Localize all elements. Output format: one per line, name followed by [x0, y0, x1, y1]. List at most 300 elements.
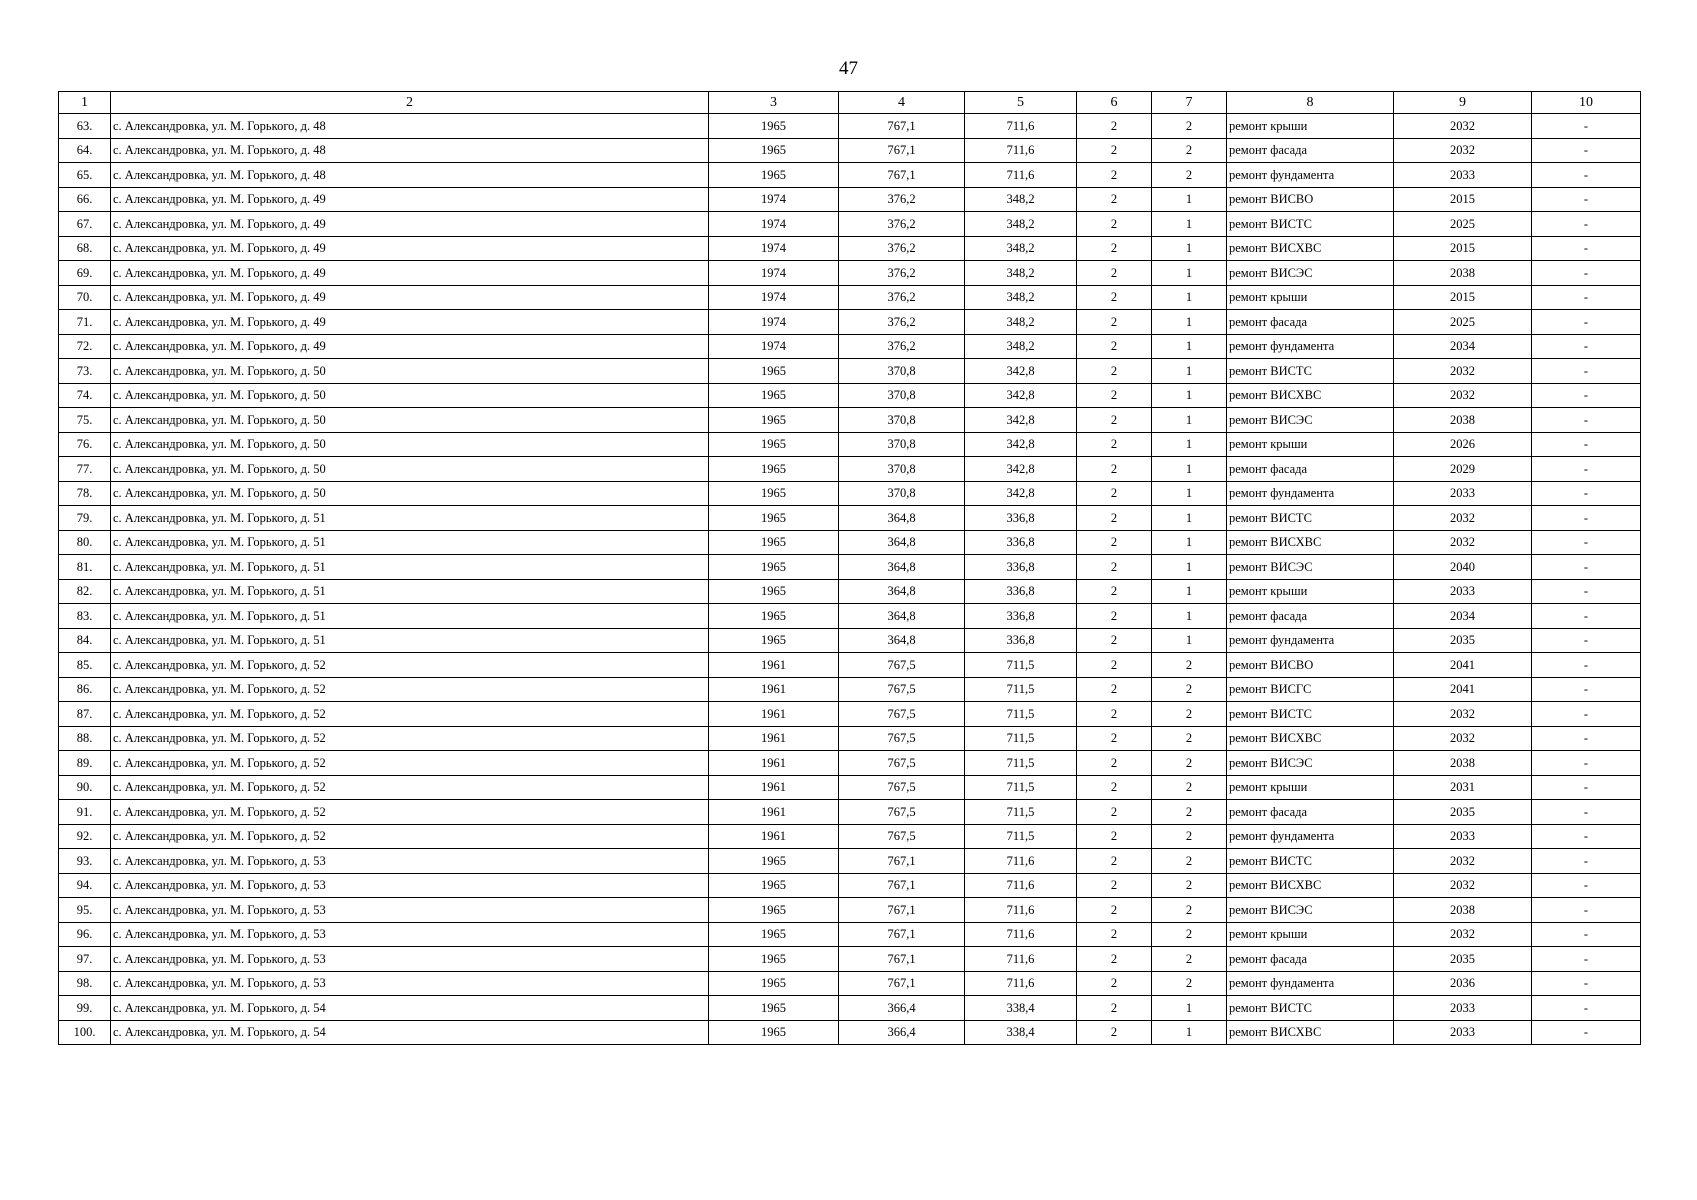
cell-residential-area: 342,8	[965, 457, 1077, 482]
cell-row-number: 93.	[59, 849, 111, 874]
cell-address: с. Александровка, ул. М. Горького, д. 51	[111, 628, 709, 653]
cell-total-area: 370,8	[839, 383, 965, 408]
cell-row-number: 95.	[59, 898, 111, 923]
cell-work-type: ремонт фасада	[1227, 800, 1394, 825]
cell-note: -	[1532, 604, 1641, 629]
cell-planned-year: 2032	[1394, 922, 1532, 947]
cell-planned-year: 2033	[1394, 163, 1532, 188]
table-row	[59, 628, 1641, 653]
cell-note: -	[1532, 726, 1641, 751]
cell-floors: 2	[1077, 555, 1152, 580]
cell-total-area: 376,2	[839, 334, 965, 359]
cell-total-area: 767,5	[839, 677, 965, 702]
cell-address: с. Александровка, ул. М. Горького, д. 53	[111, 873, 709, 898]
cell-floors: 2	[1077, 971, 1152, 996]
cell-work-type: ремонт ВИСХВС	[1227, 1020, 1394, 1045]
cell-address: с. Александровка, ул. М. Горького, д. 52	[111, 800, 709, 825]
cell-total-area: 370,8	[839, 432, 965, 457]
cell-planned-year: 2033	[1394, 996, 1532, 1021]
cell-total-area: 767,5	[839, 702, 965, 727]
cell-floors: 2	[1077, 187, 1152, 212]
cell-residential-area: 338,4	[965, 996, 1077, 1021]
cell-residential-area: 711,6	[965, 922, 1077, 947]
cell-floors: 2	[1077, 334, 1152, 359]
cell-work-type: ремонт крыши	[1227, 432, 1394, 457]
cell-planned-year: 2032	[1394, 506, 1532, 531]
cell-total-area: 376,2	[839, 236, 965, 261]
cell-total-area: 370,8	[839, 457, 965, 482]
cell-address: с. Александровка, ул. М. Горького, д. 49	[111, 212, 709, 237]
table-row	[59, 653, 1641, 678]
cell-floors: 2	[1077, 996, 1152, 1021]
cell-entrances: 1	[1152, 530, 1227, 555]
cell-note: -	[1532, 677, 1641, 702]
cell-work-type: ремонт ВИСТС	[1227, 996, 1394, 1021]
cell-row-number: 75.	[59, 408, 111, 433]
cell-row-number: 66.	[59, 187, 111, 212]
cell-residential-area: 711,5	[965, 726, 1077, 751]
cell-planned-year: 2032	[1394, 114, 1532, 139]
cell-floors: 2	[1077, 310, 1152, 335]
cell-note: -	[1532, 383, 1641, 408]
cell-build-year: 1961	[709, 751, 839, 776]
cell-work-type: ремонт ВИСХВС	[1227, 530, 1394, 555]
cell-entrances: 2	[1152, 751, 1227, 776]
cell-address: с. Александровка, ул. М. Горького, д. 49	[111, 334, 709, 359]
cell-total-area: 767,1	[839, 163, 965, 188]
cell-entrances: 1	[1152, 212, 1227, 237]
cell-build-year: 1965	[709, 555, 839, 580]
cell-build-year: 1965	[709, 408, 839, 433]
cell-residential-area: 342,8	[965, 481, 1077, 506]
cell-note: -	[1532, 971, 1641, 996]
cell-note: -	[1532, 947, 1641, 972]
table-row	[59, 873, 1641, 898]
cell-row-number: 92.	[59, 824, 111, 849]
cell-total-area: 376,2	[839, 187, 965, 212]
cell-build-year: 1965	[709, 506, 839, 531]
table-header	[59, 92, 1641, 114]
table-row	[59, 163, 1641, 188]
cell-build-year: 1961	[709, 800, 839, 825]
cell-residential-area: 338,4	[965, 1020, 1077, 1045]
cell-work-type: ремонт крыши	[1227, 285, 1394, 310]
cell-total-area: 364,8	[839, 530, 965, 555]
cell-planned-year: 2015	[1394, 236, 1532, 261]
cell-entrances: 2	[1152, 922, 1227, 947]
cell-entrances: 1	[1152, 604, 1227, 629]
cell-work-type: ремонт крыши	[1227, 114, 1394, 139]
cell-residential-area: 342,8	[965, 383, 1077, 408]
cell-note: -	[1532, 922, 1641, 947]
cell-planned-year: 2038	[1394, 751, 1532, 776]
cell-entrances: 2	[1152, 849, 1227, 874]
cell-build-year: 1974	[709, 261, 839, 286]
table-row	[59, 408, 1641, 433]
cell-planned-year: 2041	[1394, 677, 1532, 702]
cell-build-year: 1965	[709, 530, 839, 555]
cell-entrances: 1	[1152, 506, 1227, 531]
cell-row-number: 73.	[59, 359, 111, 384]
cell-row-number: 78.	[59, 481, 111, 506]
cell-build-year: 1974	[709, 334, 839, 359]
cell-work-type: ремонт ВИСХВС	[1227, 383, 1394, 408]
cell-address: с. Александровка, ул. М. Горького, д. 51	[111, 555, 709, 580]
cell-address: с. Александровка, ул. М. Горького, д. 51	[111, 506, 709, 531]
cell-row-number: 65.	[59, 163, 111, 188]
cell-note: -	[1532, 1020, 1641, 1045]
cell-residential-area: 336,8	[965, 579, 1077, 604]
cell-build-year: 1974	[709, 236, 839, 261]
cell-work-type: ремонт фундамента	[1227, 163, 1394, 188]
cell-planned-year: 2036	[1394, 971, 1532, 996]
cell-work-type: ремонт крыши	[1227, 922, 1394, 947]
cell-residential-area: 711,6	[965, 138, 1077, 163]
cell-planned-year: 2033	[1394, 481, 1532, 506]
cell-planned-year: 2035	[1394, 800, 1532, 825]
cell-floors: 2	[1077, 530, 1152, 555]
cell-row-number: 97.	[59, 947, 111, 972]
cell-floors: 2	[1077, 653, 1152, 678]
cell-row-number: 88.	[59, 726, 111, 751]
cell-work-type: ремонт ВИСТС	[1227, 359, 1394, 384]
cell-build-year: 1965	[709, 138, 839, 163]
cell-note: -	[1532, 873, 1641, 898]
cell-planned-year: 2040	[1394, 555, 1532, 580]
cell-entrances: 2	[1152, 947, 1227, 972]
cell-total-area: 767,5	[839, 751, 965, 776]
cell-note: -	[1532, 285, 1641, 310]
cell-work-type: ремонт ВИСТС	[1227, 849, 1394, 874]
cell-build-year: 1965	[709, 359, 839, 384]
cell-build-year: 1961	[709, 702, 839, 727]
cell-entrances: 2	[1152, 677, 1227, 702]
table-row	[59, 800, 1641, 825]
cell-floors: 2	[1077, 579, 1152, 604]
cell-address: с. Александровка, ул. М. Горького, д. 50	[111, 383, 709, 408]
cell-row-number: 72.	[59, 334, 111, 359]
cell-planned-year: 2032	[1394, 359, 1532, 384]
cell-floors: 2	[1077, 285, 1152, 310]
cell-work-type: ремонт ВИСХВС	[1227, 873, 1394, 898]
cell-entrances: 2	[1152, 824, 1227, 849]
cell-residential-area: 336,8	[965, 604, 1077, 629]
cell-build-year: 1961	[709, 726, 839, 751]
column-header-5: 5	[965, 92, 1077, 114]
cell-address: с. Александровка, ул. М. Горького, д. 53	[111, 849, 709, 874]
cell-build-year: 1974	[709, 285, 839, 310]
cell-build-year: 1965	[709, 163, 839, 188]
cell-work-type: ремонт ВИСХВС	[1227, 726, 1394, 751]
cell-note: -	[1532, 187, 1641, 212]
table-row	[59, 285, 1641, 310]
column-header-10: 10	[1532, 92, 1641, 114]
cell-total-area: 370,8	[839, 408, 965, 433]
table-row	[59, 947, 1641, 972]
cell-total-area: 767,1	[839, 873, 965, 898]
cell-residential-area: 348,2	[965, 310, 1077, 335]
cell-residential-area: 711,6	[965, 849, 1077, 874]
cell-floors: 2	[1077, 481, 1152, 506]
cell-planned-year: 2034	[1394, 334, 1532, 359]
cell-address: с. Александровка, ул. М. Горького, д. 50	[111, 359, 709, 384]
cell-residential-area: 711,6	[965, 114, 1077, 139]
cell-note: -	[1532, 775, 1641, 800]
table-row	[59, 849, 1641, 874]
cell-address: с. Александровка, ул. М. Горького, д. 48	[111, 114, 709, 139]
cell-address: с. Александровка, ул. М. Горького, д. 54	[111, 1020, 709, 1045]
cell-floors: 2	[1077, 726, 1152, 751]
table-row	[59, 677, 1641, 702]
table-row	[59, 432, 1641, 457]
cell-build-year: 1965	[709, 1020, 839, 1045]
cell-total-area: 364,8	[839, 628, 965, 653]
cell-note: -	[1532, 555, 1641, 580]
cell-planned-year: 2034	[1394, 604, 1532, 629]
cell-floors: 2	[1077, 824, 1152, 849]
cell-entrances: 1	[1152, 1020, 1227, 1045]
cell-total-area: 376,2	[839, 261, 965, 286]
cell-total-area: 767,1	[839, 138, 965, 163]
column-header-2: 2	[111, 92, 709, 114]
cell-planned-year: 2032	[1394, 530, 1532, 555]
column-header-4: 4	[839, 92, 965, 114]
cell-residential-area: 348,2	[965, 285, 1077, 310]
cell-residential-area: 711,6	[965, 971, 1077, 996]
cell-work-type: ремонт ВИСЭС	[1227, 261, 1394, 286]
cell-note: -	[1532, 163, 1641, 188]
cell-work-type: ремонт крыши	[1227, 579, 1394, 604]
table-row	[59, 971, 1641, 996]
cell-row-number: 70.	[59, 285, 111, 310]
cell-entrances: 2	[1152, 726, 1227, 751]
cell-entrances: 1	[1152, 236, 1227, 261]
cell-total-area: 376,2	[839, 310, 965, 335]
cell-floors: 2	[1077, 873, 1152, 898]
cell-row-number: 89.	[59, 751, 111, 776]
column-header-9: 9	[1394, 92, 1532, 114]
cell-total-area: 767,5	[839, 775, 965, 800]
column-header-1: 1	[59, 92, 111, 114]
cell-address: с. Александровка, ул. М. Горького, д. 54	[111, 996, 709, 1021]
cell-entrances: 2	[1152, 898, 1227, 923]
cell-row-number: 76.	[59, 432, 111, 457]
cell-planned-year: 2035	[1394, 947, 1532, 972]
table-row	[59, 261, 1641, 286]
cell-total-area: 767,5	[839, 824, 965, 849]
cell-entrances: 1	[1152, 285, 1227, 310]
cell-residential-area: 711,6	[965, 163, 1077, 188]
table-row	[59, 114, 1641, 139]
table-row	[59, 751, 1641, 776]
cell-build-year: 1965	[709, 873, 839, 898]
cell-entrances: 1	[1152, 579, 1227, 604]
cell-row-number: 91.	[59, 800, 111, 825]
cell-entrances: 1	[1152, 432, 1227, 457]
cell-planned-year: 2033	[1394, 579, 1532, 604]
cell-total-area: 366,4	[839, 1020, 965, 1045]
cell-residential-area: 711,5	[965, 653, 1077, 678]
cell-note: -	[1532, 849, 1641, 874]
cell-work-type: ремонт ВИСТС	[1227, 212, 1394, 237]
cell-floors: 2	[1077, 775, 1152, 800]
cell-address: с. Александровка, ул. М. Горького, д. 48	[111, 138, 709, 163]
column-header-8: 8	[1227, 92, 1394, 114]
header-row	[59, 92, 1641, 114]
cell-planned-year: 2032	[1394, 383, 1532, 408]
cell-row-number: 69.	[59, 261, 111, 286]
cell-note: -	[1532, 359, 1641, 384]
cell-residential-area: 711,5	[965, 800, 1077, 825]
cell-work-type: ремонт ВИСВО	[1227, 653, 1394, 678]
cell-floors: 2	[1077, 163, 1152, 188]
cell-address: с. Александровка, ул. М. Горького, д. 52	[111, 653, 709, 678]
table-row	[59, 579, 1641, 604]
cell-entrances: 2	[1152, 971, 1227, 996]
column-header-7: 7	[1152, 92, 1227, 114]
cell-residential-area: 711,6	[965, 947, 1077, 972]
cell-row-number: 68.	[59, 236, 111, 261]
cell-note: -	[1532, 530, 1641, 555]
cell-floors: 2	[1077, 359, 1152, 384]
cell-total-area: 767,5	[839, 726, 965, 751]
cell-entrances: 1	[1152, 383, 1227, 408]
cell-floors: 2	[1077, 922, 1152, 947]
table-row	[59, 236, 1641, 261]
cell-work-type: ремонт фундамента	[1227, 334, 1394, 359]
table-row	[59, 922, 1641, 947]
cell-build-year: 1965	[709, 628, 839, 653]
cell-entrances: 1	[1152, 628, 1227, 653]
cell-planned-year: 2033	[1394, 824, 1532, 849]
cell-residential-area: 711,5	[965, 751, 1077, 776]
cell-row-number: 79.	[59, 506, 111, 531]
cell-planned-year: 2032	[1394, 726, 1532, 751]
cell-build-year: 1965	[709, 604, 839, 629]
cell-address: с. Александровка, ул. М. Горького, д. 49	[111, 310, 709, 335]
cell-entrances: 2	[1152, 775, 1227, 800]
cell-floors: 2	[1077, 457, 1152, 482]
cell-row-number: 98.	[59, 971, 111, 996]
table-row	[59, 212, 1641, 237]
cell-work-type: ремонт ВИСЭС	[1227, 408, 1394, 433]
cell-row-number: 84.	[59, 628, 111, 653]
cell-planned-year: 2032	[1394, 702, 1532, 727]
cell-build-year: 1961	[709, 824, 839, 849]
cell-build-year: 1965	[709, 383, 839, 408]
cell-note: -	[1532, 261, 1641, 286]
cell-build-year: 1965	[709, 114, 839, 139]
cell-address: с. Александровка, ул. М. Горького, д. 52	[111, 775, 709, 800]
cell-note: -	[1532, 236, 1641, 261]
cell-address: с. Александровка, ул. М. Горького, д. 50	[111, 457, 709, 482]
cell-total-area: 366,4	[839, 996, 965, 1021]
cell-work-type: ремонт ВИСЭС	[1227, 898, 1394, 923]
cell-total-area: 767,1	[839, 947, 965, 972]
cell-row-number: 74.	[59, 383, 111, 408]
cell-row-number: 86.	[59, 677, 111, 702]
table-row	[59, 726, 1641, 751]
cell-address: с. Александровка, ул. М. Горького, д. 49	[111, 285, 709, 310]
table-row	[59, 334, 1641, 359]
cell-address: с. Александровка, ул. М. Горького, д. 51	[111, 530, 709, 555]
cell-note: -	[1532, 653, 1641, 678]
cell-build-year: 1961	[709, 775, 839, 800]
cell-residential-area: 348,2	[965, 334, 1077, 359]
cell-row-number: 83.	[59, 604, 111, 629]
cell-work-type: ремонт ВИСВО	[1227, 187, 1394, 212]
table-row	[59, 457, 1641, 482]
cell-planned-year: 2041	[1394, 653, 1532, 678]
cell-entrances: 2	[1152, 702, 1227, 727]
cell-address: с. Александровка, ул. М. Горького, д. 52	[111, 677, 709, 702]
cell-entrances: 2	[1152, 800, 1227, 825]
cell-total-area: 767,5	[839, 800, 965, 825]
cell-floors: 2	[1077, 849, 1152, 874]
table-row	[59, 702, 1641, 727]
cell-row-number: 94.	[59, 873, 111, 898]
cell-build-year: 1961	[709, 677, 839, 702]
cell-build-year: 1965	[709, 922, 839, 947]
cell-floors: 2	[1077, 114, 1152, 139]
cell-total-area: 767,1	[839, 114, 965, 139]
cell-build-year: 1974	[709, 187, 839, 212]
cell-planned-year: 2032	[1394, 849, 1532, 874]
cell-row-number: 63.	[59, 114, 111, 139]
cell-address: с. Александровка, ул. М. Горького, д. 50	[111, 481, 709, 506]
cell-residential-area: 711,5	[965, 677, 1077, 702]
cell-work-type: ремонт ВИСЭС	[1227, 751, 1394, 776]
cell-row-number: 100.	[59, 1020, 111, 1045]
cell-entrances: 1	[1152, 187, 1227, 212]
table-row	[59, 555, 1641, 580]
cell-total-area: 376,2	[839, 285, 965, 310]
table-row	[59, 359, 1641, 384]
cell-note: -	[1532, 506, 1641, 531]
cell-work-type: ремонт фасада	[1227, 138, 1394, 163]
cell-planned-year: 2038	[1394, 408, 1532, 433]
table-row	[59, 481, 1641, 506]
cell-work-type: ремонт фундамента	[1227, 481, 1394, 506]
cell-note: -	[1532, 579, 1641, 604]
cell-planned-year: 2038	[1394, 898, 1532, 923]
cell-build-year: 1965	[709, 481, 839, 506]
cell-entrances: 1	[1152, 310, 1227, 335]
cell-residential-area: 342,8	[965, 359, 1077, 384]
cell-row-number: 96.	[59, 922, 111, 947]
cell-floors: 2	[1077, 408, 1152, 433]
table-row	[59, 824, 1641, 849]
cell-floors: 2	[1077, 212, 1152, 237]
cell-note: -	[1532, 457, 1641, 482]
cell-residential-area: 342,8	[965, 432, 1077, 457]
cell-total-area: 370,8	[839, 481, 965, 506]
cell-work-type: ремонт ВИСХВС	[1227, 236, 1394, 261]
cell-entrances: 1	[1152, 457, 1227, 482]
cell-row-number: 71.	[59, 310, 111, 335]
cell-planned-year: 2015	[1394, 285, 1532, 310]
table-row	[59, 530, 1641, 555]
cell-address: с. Александровка, ул. М. Горького, д. 52	[111, 824, 709, 849]
cell-note: -	[1532, 334, 1641, 359]
cell-planned-year: 2033	[1394, 1020, 1532, 1045]
cell-row-number: 90.	[59, 775, 111, 800]
cell-total-area: 767,1	[839, 922, 965, 947]
table-row	[59, 1020, 1641, 1045]
cell-floors: 2	[1077, 1020, 1152, 1045]
cell-address: с. Александровка, ул. М. Горького, д. 49	[111, 261, 709, 286]
cell-total-area: 767,1	[839, 898, 965, 923]
